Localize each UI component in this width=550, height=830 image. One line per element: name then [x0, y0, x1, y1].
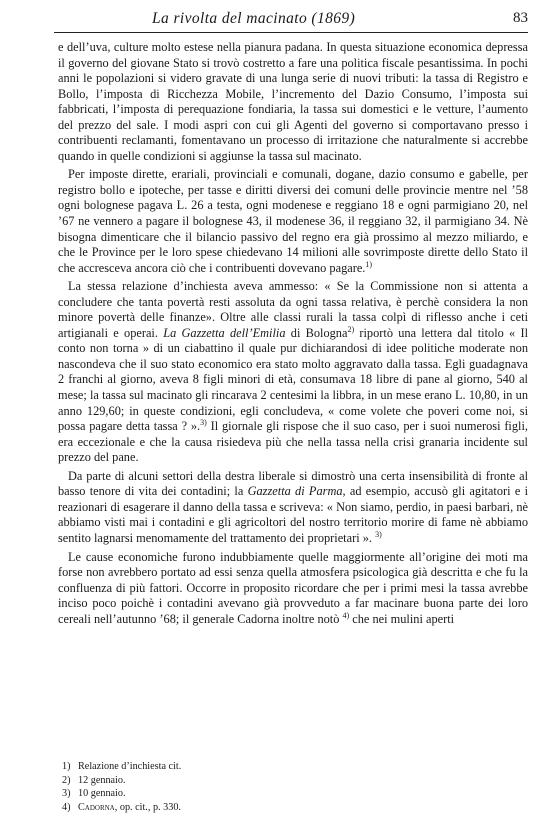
page-number: 83 [513, 10, 528, 26]
main-text [58, 40, 528, 627]
note-ref-4: 4) [342, 610, 350, 620]
paragraph-3-text: La stessa relazione d’inchiesta aveva ammesso: « Se la Commissione non si attenta a concludere che tanta povertà resti assoluta da ogni tassa relativa, è perchè considera la non minore povertà delle finanze». Oltre alle classi rurali la tassa colpì di riflesso anche i ceti artigianali e operai. [58, 279, 528, 340]
footnote-3-text: 10 gennaio. [78, 788, 126, 799]
footnote-4-number: 4) [62, 801, 71, 813]
paragraph-5 [58, 550, 528, 628]
paragraph-3 [58, 279, 528, 466]
note-ref-1: 1) [365, 259, 373, 269]
paragraph-3-cont: riportò una lettera dal titolo « Il conto non torna » di un ciabattino il quale pur dichiarandosi di idee politiche moderate non nascondeva che il suo stato economico era stato molto aggravato dalla tassa. Egli guadagnava 2 franchi al giorno, aveva 8 figli minori di età, consumava 18 libre di pane al giorno, 540 al mese; la tassa sul macinato gli rincarava 2 centesimi la libbra, in un mese erano L. 10,80, in un anno 129,60; in queste condizioni, egli concludeva, « come volete che poveri come noi, si possa pagare detta tassa ? ». [58, 325, 529, 434]
running-header [54, 8, 528, 33]
note-ref-3: 3) [200, 418, 207, 428]
footnote-1-number: 1) [62, 761, 71, 772]
footnote-2-text: 12 gennaio. [78, 774, 126, 786]
footnote-2-number: 2) [62, 774, 71, 786]
gazzetta-parma-ref: Gazzetta di Parma [247, 484, 343, 499]
paragraph-1-text: e dell’uva, culture molto estese nella pianura padana. In questa situazione economica depressa il governo del giovane Stato si trovò costretto a fare una politica fiscale pesantissima. In pochi anni le popolazioni si videro gravate di una lunga serie di nuovi tributi: la tassa di Registro e Bollo, l’imposta di Ricchezza Mobile, l’incremento del Dazio Consumo, l’imposta sui fabbricati, l’imposta di perequazione fondiaria, la tassa sui domestici e le vetture, l’aumento del prezzo del sale. I modi aspri con cui gli Agenti del governo si comportavano presso i contribuenti reclamanti, fomentavano un processo di irritazione che naturalmente si accrebbe quando in quelle condizioni si aggiunse la tassa sul macinato. [58, 40, 528, 163]
footnotes [58, 760, 358, 814]
footnote-4-text: , op. cit., p. 330. [114, 801, 181, 813]
footnote-1 [58, 760, 358, 774]
paragraph-4-cont: , ad esempio, accusò gli agitatori e i reazionari di esagerare il danno della tassa e scriveva: « Non siamo, perdio, in paesi barbari, nè abbiamo visti mai i contadini e gli agricoltori del nostro territorio morire di fame nè abbiamo sentito lagnarsi menomamente del trattamento dei proprietari ». [58, 484, 528, 545]
footnote-1-text: Relazione d’inchiesta cit. [78, 761, 182, 772]
running-title: La rivolta del macinato (1869) [152, 10, 356, 27]
paragraph-3-bologna: di Bologna [290, 325, 348, 340]
paragraph-5-end: che nei mulini aperti [352, 611, 455, 626]
footnote-4-author: Cadorna [78, 801, 115, 813]
footnote-4 [58, 801, 358, 815]
note-ref-3b: 3) [375, 529, 382, 539]
footnote-2 [58, 774, 358, 788]
paragraph-4 [58, 469, 528, 547]
note-ref-2: 2) [347, 324, 355, 334]
paragraph-2 [58, 167, 528, 276]
paragraph-3-end: Il giornale gli rispose che il suo caso, per i suoi numerosi figli, era eccezionale e che la causa risiedeva più che nella tassa nella crisi granaria incidente sul prezzo del pane. [58, 419, 528, 465]
paragraph-1 [58, 40, 528, 164]
paragraph-2-text: Per imposte dirette, erariali, provinciali e comunali, dogane, dazio consumo e gabelle, per registro bollo e ipoteche, per tasse e diritti diversi dei comuni delle provincie mentre nel ’58 ogni bolognese pagava L. 26 a testa, ogni modenese e reggiano 18 e ogni parmigiano 20, nel ’67 ne vennero a pagare il bolognese 43, il modenese 36, il reggiano 32, il parmigiano 34. Nè bisogna dimenticare che il bilancio passivo del regno era già prossimo al mezzo miliardo, e che le Province per le loro spese chiedevano 14 milioni alle sovrimposte dirette dello Stato il che accresceva ancora ciò che i contribuenti dovevano pagare. [58, 167, 528, 275]
paragraph-4-text: Da parte di alcuni settori della destra liberale si dimostrò una certa insensibilità di fronte al basso tenore di vita dei contadini; la [58, 468, 528, 499]
footnote-3 [58, 787, 358, 801]
gazzetta-emilia-ref: La Gazzetta dell’Emilia [163, 325, 286, 340]
paragraph-5-text: Le cause economiche furono indubbiamente quelle maggiormente all’origine dei moti ma forse non avrebbero portato ad essi senza quella atmosfera psicologica già descritta e che fu la confluenza di più fattori. Occorre in proposito ricordare che per i primi mesi la tassa avrebbe inciso poco poichè i contadini avevano già provveduto a far macinare buona parte dei loro cereali nell’autunno ’68; il generale Cadorna inoltre notò [58, 549, 528, 626]
footnote-3-number: 3) [62, 788, 71, 799]
